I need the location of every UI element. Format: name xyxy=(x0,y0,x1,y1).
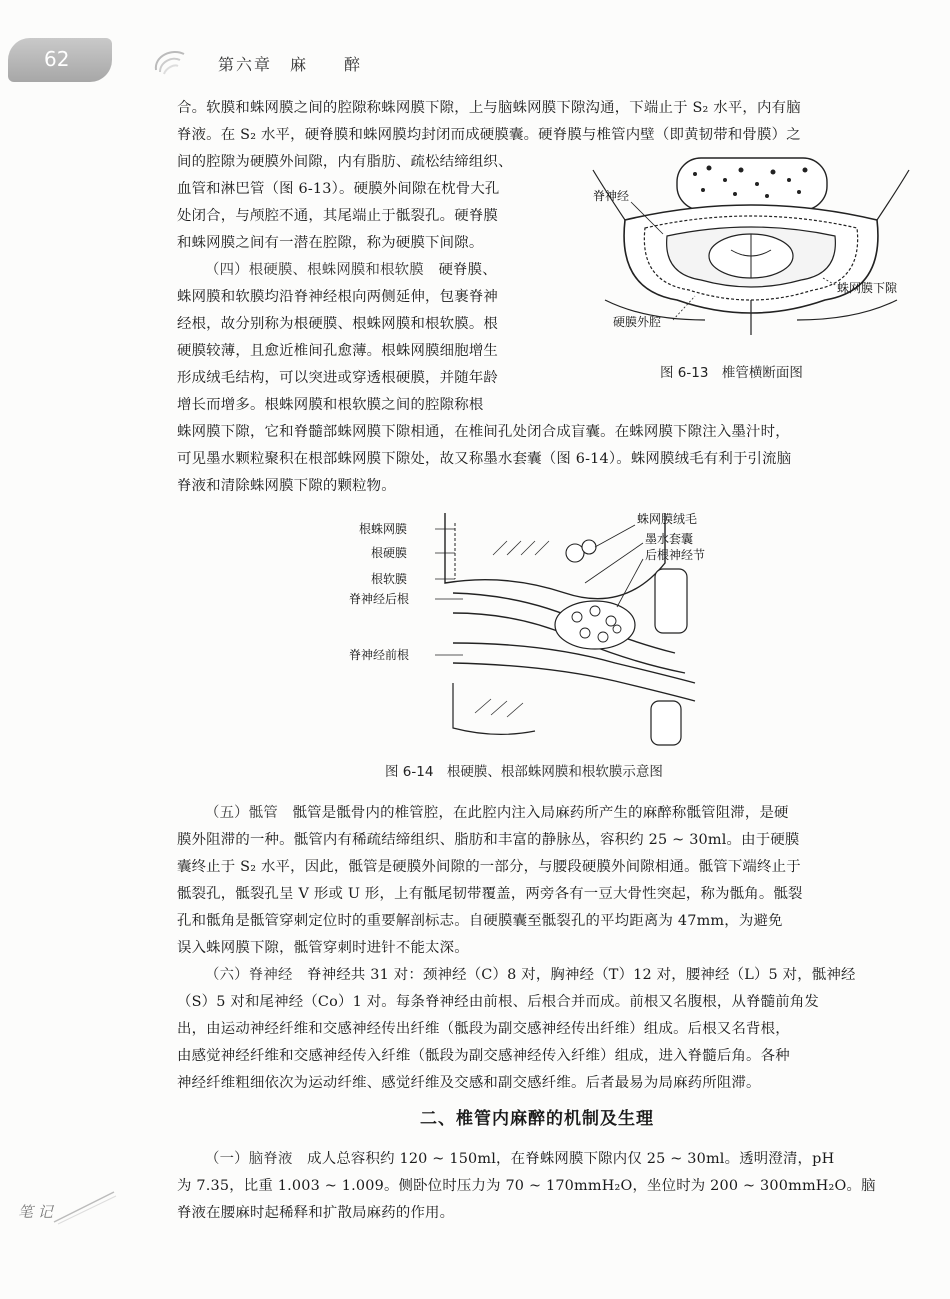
label-ink-cuff: 墨水套囊 xyxy=(645,532,694,546)
label-dorsal-root-ganglion: 后根神经节 xyxy=(645,548,706,562)
label-root-arachnoid: 根蛛网膜 xyxy=(359,522,408,536)
text-line: 形成绒毛结构，可以突进或穿透根硬膜，并随年龄 xyxy=(177,370,498,386)
text-line: 骶裂孔，骶裂孔呈 V 形或 U 形，上有骶尾韧带覆盖，两旁各有一豆大骨性突起，称为骶角。骶裂 xyxy=(177,886,803,902)
text-line: 间的腔隙为硬膜外间隙，内有脂肪、疏松结缔组织、 xyxy=(177,154,513,170)
label-root-dura: 根硬膜 xyxy=(371,546,408,560)
margin-note: 笔 记 xyxy=(18,1203,53,1221)
text-line xyxy=(177,962,917,989)
text-line: 增长而增多。根蛛网膜和根软膜之间的腔隙称根 xyxy=(177,397,484,413)
text-line xyxy=(177,257,577,284)
text-line: 经根，故分别称为根硬膜、根蛛网膜和根软膜。根 xyxy=(177,316,498,332)
text-run: 成人总容积约 120 ~ 150ml，在脊蛛网膜下隙内仅 25 ~ 30ml。透明澄清，pH xyxy=(307,1151,835,1167)
text-line: 合。软膜和蛛网膜之间的腔隙称蛛网膜下隙，上与脑蛛网膜下隙沟通，下端止于 S₂ 水平，内有脑 xyxy=(177,100,801,116)
text-line: 孔和骶角是骶管穿刺定位时的重要解剖标志。自硬膜囊至骶裂孔的平均距离为 47mm，为避免 xyxy=(177,913,783,929)
label-posterior-root: 脊神经后根 xyxy=(349,592,410,606)
swirl-logo-icon xyxy=(150,44,190,80)
figure-6-13-diagram xyxy=(585,150,925,340)
label-root-pia: 根软膜 xyxy=(371,572,408,586)
figure-6-13-caption: 图 6-13 椎管横断面图 xyxy=(660,365,803,381)
section-title: 二、椎管内麻醉的机制及生理 xyxy=(420,1109,654,1129)
figure-6-14-diagram xyxy=(345,503,745,748)
text-line: 由感觉神经纤维和交感神经传入纤维（骶段为副交感神经传入纤维）组成，进入脊髓后角。各种 xyxy=(177,1048,790,1064)
text-line: 误入蛛网膜下隙，骶管穿刺时进针不能太深。 xyxy=(177,940,469,956)
text-line: 脊液。在 S₂ 水平，硬脊膜和蛛网膜均封闭而成硬膜囊。硬脊膜与椎管内壁（即黄韧带和骨膜）之 xyxy=(177,127,801,143)
label-subarachnoid-space: 蛛网膜下隙 xyxy=(837,281,898,295)
text-line xyxy=(177,800,917,827)
section-heading: （一）脑脊液 xyxy=(205,1151,293,1167)
figure-6-14-caption: 图 6-14 根硬膜、根部蛛网膜和根软膜示意图 xyxy=(385,764,663,780)
text-line: 处闭合，与颅腔不通，其尾端止于骶裂孔。硬脊膜 xyxy=(177,208,498,224)
section-heading: （五）骶管 xyxy=(205,805,278,821)
text-line: 脊液和清除蛛网膜下隙的颗粒物。 xyxy=(177,478,396,494)
text-line: 血管和淋巴管（图 6-13）。硬膜外间隙在枕骨大孔 xyxy=(177,181,500,197)
page-number-badge xyxy=(8,38,112,82)
text-line: 囊终止于 S₂ 水平，因此，骶管是硬膜外间隙的一部分，与腰段硬膜外间隙相通。骶管下端终止于 xyxy=(177,859,801,875)
text-line: 脊液在腰麻时起稀释和扩散局麻药的作用。 xyxy=(177,1205,455,1221)
text-line: 膜外阻滞的一种。骶管内有稀疏结缔组织、脂肪和丰富的静脉丛，容积约 25 ~ 30ml。由于硬膜 xyxy=(177,832,800,848)
text-line xyxy=(177,1146,917,1173)
label-spinal-nerve: 脊神经 xyxy=(593,189,630,203)
label-anterior-root: 脊神经前根 xyxy=(349,648,410,662)
text-line: 蛛网膜下隙，它和脊髓部蛛网膜下隙相通，在椎间孔处闭合成盲囊。在蛛网膜下隙注入墨汁时， xyxy=(177,424,790,440)
text-run: 脊神经共 31 对：颈神经（C）8 对，胸神经（T）12 对，腰神经（L）5 对，骶神经 xyxy=(307,967,856,983)
text-line: 可见墨水颗粒聚积在根部蛛网膜下隙处，故又称墨水套囊（图 6-14）。蛛网膜绒毛有利于引流脑 xyxy=(177,451,792,467)
text-run: 骶管是骶骨内的椎管腔，在此腔内注入局麻药所产生的麻醉称骶管阻滞，是硬 xyxy=(292,805,789,821)
text-line: 和蛛网膜之间有一潜在腔隙，称为硬膜下间隙。 xyxy=(177,235,484,251)
text-line: 蛛网膜和软膜均沿脊神经根向两侧延伸，包裹脊神 xyxy=(177,289,498,305)
text-line: （S）5 对和尾神经（Co）1 对。每条脊神经由前根、后根合并而成。前根又名腹根，从脊髓前角发 xyxy=(177,994,820,1010)
text-line: 神经纤维粗细依次为运动纤维、感觉纤维及交感和副交感纤维。后者最易为局麻药所阻滞。 xyxy=(177,1075,761,1091)
page-number: 62 xyxy=(44,47,70,71)
text-line: 为 7.35，比重 1.003 ~ 1.009。侧卧位时压力为 70 ~ 170mmH₂O，坐位时为 200 ~ 300mmH₂O。脑 xyxy=(177,1178,876,1194)
section-heading: （六）脊神经 xyxy=(205,967,293,983)
margin-pen-stroke-icon xyxy=(50,1188,120,1228)
text-line: 硬膜较薄，且愈近椎间孔愈薄。根蛛网膜细胞增生 xyxy=(177,343,498,359)
section-heading: （四）根硬膜、根蛛网膜和根软膜 xyxy=(205,262,424,278)
label-arachnoid-villi: 蛛网膜绒毛 xyxy=(637,512,698,526)
text-run: 硬脊膜、 xyxy=(438,262,497,278)
label-epidural-space: 硬膜外腔 xyxy=(613,315,662,329)
text-line: 出，由运动神经纤维和交感神经传出纤维（骶段为副交感神经传出纤维）组成。后根又名背根， xyxy=(177,1021,790,1037)
chapter-title: 第六章 麻 醉 xyxy=(218,55,363,74)
